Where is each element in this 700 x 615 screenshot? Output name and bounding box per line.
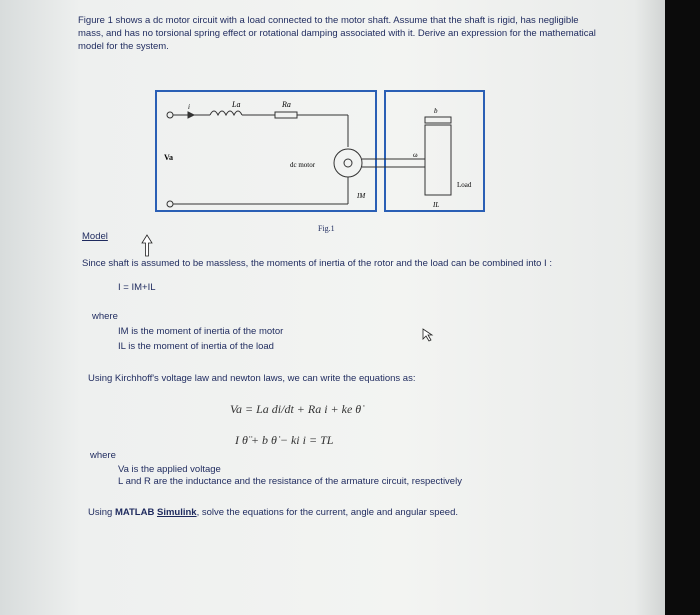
definition-il: IL is the moment of inertia of the load xyxy=(118,341,274,352)
motor-circuit-diagram xyxy=(150,85,490,235)
load-inertia-label: IL xyxy=(433,201,440,209)
current-label: i xyxy=(188,103,190,111)
model-heading: Model xyxy=(82,231,108,242)
where-label-2: where xyxy=(90,450,116,461)
resistor-label: Ra xyxy=(282,100,291,109)
load-label: Load xyxy=(457,181,472,189)
matlab-suffix: , solve the equations for the current, angle and angular speed. xyxy=(196,507,459,518)
speed-label: ω xyxy=(413,151,418,159)
inertia-equation: I = IM+IL xyxy=(118,282,156,293)
kirchhoff-text: Using Kirchhoff's voltage law and newton laws, we can write the equations as: xyxy=(88,373,416,384)
definition-va: Va is the applied voltage xyxy=(118,464,221,475)
definition-im: IM is the moment of inertia of the motor xyxy=(118,326,284,337)
mouse-pointer-icon xyxy=(140,234,154,258)
voltage-label: Va xyxy=(164,153,174,162)
since-text: Since shaft is assumed to be massless, the moments of inertia of the rotor and the load can be combined into I : xyxy=(82,258,552,269)
screen-edge xyxy=(665,0,700,615)
motor-label: dc motor xyxy=(290,161,316,169)
voltage-equation: Va = La di/dt + Ra i + ke θ̇ xyxy=(230,402,362,416)
simulink-label: Simulink xyxy=(156,507,197,518)
where-label-1: where xyxy=(92,311,118,322)
matlab-label: MATLAB xyxy=(114,507,155,518)
matlab-prefix: Using xyxy=(88,507,115,518)
torque-equation: I θ̈ + b θ̇ − ki i = TL xyxy=(235,433,334,447)
problem-statement: Figure 1 shows a dc motor circuit with a load connected to the motor shaft. Assume that the shaft is rigid, has negligible mass, and has no torsional spring effect or rotational damping associated with it. Derive an expression for the mathematical model for the system. xyxy=(78,15,596,52)
figure-caption: Fig.1 xyxy=(318,224,335,233)
matlab-instruction xyxy=(88,507,458,518)
inductor-label: La xyxy=(232,100,241,109)
definition-lr: L and R are the inductance and the resistance of the armature circuit, respectively xyxy=(118,476,462,487)
hand-cursor-icon xyxy=(420,327,434,343)
motor-inertia-label: IM xyxy=(357,192,366,200)
damping-label: b xyxy=(434,107,438,115)
